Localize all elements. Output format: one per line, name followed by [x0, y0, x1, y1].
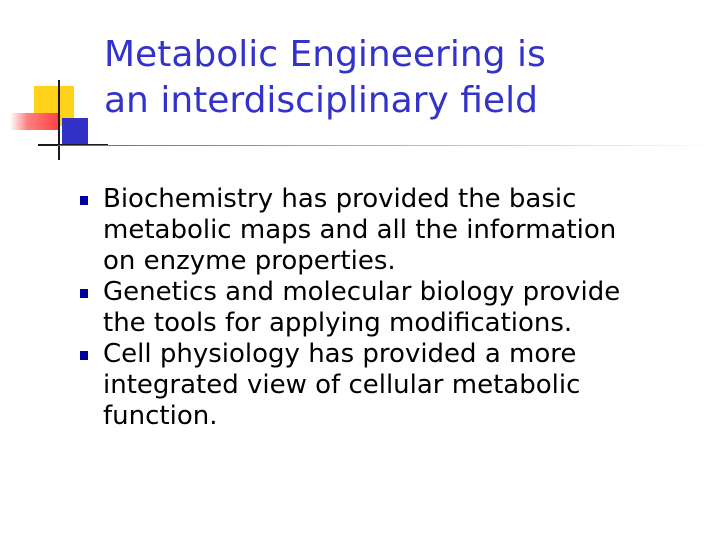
title-divider-rule — [58, 145, 720, 146]
bullet-text — [103, 184, 706, 277]
square-bullet-icon — [80, 289, 88, 298]
bullet-text — [103, 339, 706, 432]
bullet-item — [76, 184, 706, 277]
bullet-line: integrated view of cellular metabolic — [103, 370, 581, 400]
slide-title — [104, 32, 704, 124]
square-bullet-icon — [80, 196, 88, 205]
logo-blue-square — [62, 118, 88, 146]
bullet-line: function. — [103, 401, 218, 431]
bullet-text — [103, 277, 706, 339]
bullet-line: the tools for applying modifications. — [103, 308, 573, 338]
logo-vertical-line — [58, 80, 60, 160]
bullet-line: metabolic maps and all the information — [103, 215, 617, 245]
bullet-line: on enzyme properties. — [103, 246, 396, 276]
slide-title-line: an interdisciplinary field — [104, 80, 538, 121]
slide-title-line: Metabolic Engineering is — [104, 34, 546, 75]
bullet-item — [76, 277, 706, 339]
logo-red-bar — [10, 113, 60, 130]
bullet-line: Biochemistry has provided the basic — [103, 184, 577, 214]
bullet-line: Cell physiology has provided a more — [103, 339, 577, 369]
bullet-line: Genetics and molecular biology provide — [103, 277, 621, 307]
square-bullet-icon — [80, 351, 88, 360]
bullet-item — [76, 339, 706, 432]
bullet-list — [76, 184, 706, 432]
